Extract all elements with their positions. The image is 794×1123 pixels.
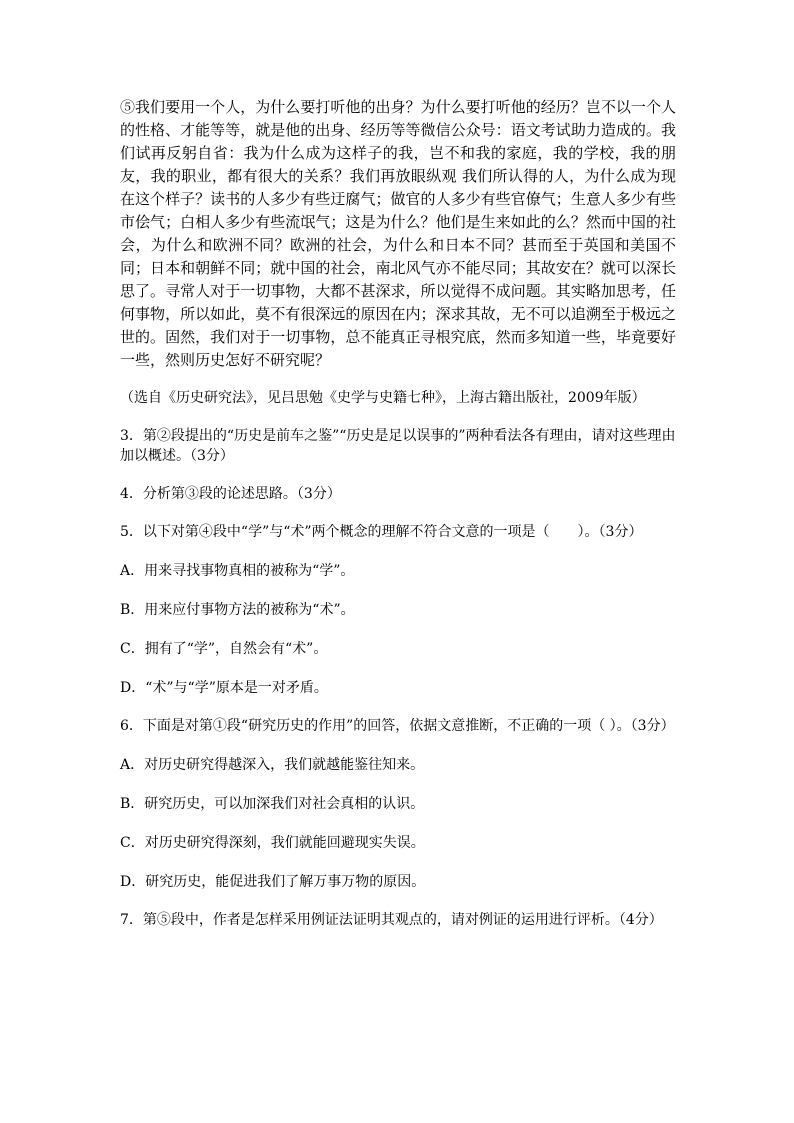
- question-5-option-d: D．“术”与“学”原本是一对矛盾。: [120, 680, 328, 696]
- document-page: [120, 96, 676, 930]
- paragraph-5: ⑤我们要用一个人，为什么要打听他的出身？为什么要打听他的经历？岂不以一个人的性格、才能等等，就是他的出身、经历等等微信公众号：语文考试助力造成的。我们试再反躬自省：我为什么成为这样子的我，岂不和我的家庭，我的学校，我的朋友，我的职业，都有很大的关系？我们再放眼纵观 我们所认得的人，为什么成为现在这个样子？读书的人多少有些迂腐气；做官的人多少有些官僚气；生意人多少有些市侩气；白相人多少有些流氓气；这是为什么？他们是生来如此的么？然而中国的社会，为什么和欧洲不同？欧洲的社会，为什么和日本不同？甚而至于英国和美国不同；日本和朝鲜不同；就中国的社会，南北风气亦不能尽同；其故安在？就可以深长思了。寻常人对于一切事物，大都不甚深求，所以觉得不成问题。其实略加思考，任何事物，所以如此，莫不有很深远的原因在内；深求其故，无不可以追溯至于极远之世的。固然，我们对于一切事物，总不能真正寻根究底，然而多知道一些，毕竟要好一些，然则历史怎好不研究呢？: [120, 98, 676, 369]
- question-6: 6．下面是对第①段“研究历史的作用”的回答，依据文意推断，不正确的一项（ ）。（3分）: [120, 718, 675, 734]
- question-5-option-b: B．用来应付事物方法的被称为“术”。: [120, 602, 355, 618]
- question-4: 4．分析第③段的论述思路。（3分）: [120, 486, 341, 502]
- question-3: 3．第②段提出的“历史是前车之鉴”“历史是足以误事的”两种看法各有理由，请对这些理由加以概述。（3分）: [120, 428, 676, 464]
- question-5-option-c: C．拥有了“学”，自然会有“术”。: [120, 641, 328, 657]
- question-6-option-c: C．对历史研究得深刻，我们就能回避现实失误。: [120, 835, 425, 851]
- question-6-option-b: B．研究历史，可以加深我们对社会真相的认识。: [120, 796, 425, 812]
- question-5-option-a: A．用来寻找事物真相的被称为“学”。: [120, 563, 355, 579]
- question-6-option-d: D．研究历史，能促进我们了解万事万物的原因。: [120, 874, 426, 890]
- source-citation: （选自《历史研究法》，见吕思勉《史学与史籍七种》，上海古籍出版社，2009年版）: [120, 390, 646, 406]
- question-6-option-a: A．对历史研究得越深入，我们就越能鉴往知来。: [120, 757, 425, 773]
- question-7: 7．第⑤段中，作者是怎样采用例证法证明其观点的，请对例证的运用进行评析。（4分）: [120, 912, 663, 928]
- question-5: 5．以下对第④段中“学”与“术”两个概念的理解不符合文意的一项是（ ）。（3分）: [120, 524, 643, 540]
